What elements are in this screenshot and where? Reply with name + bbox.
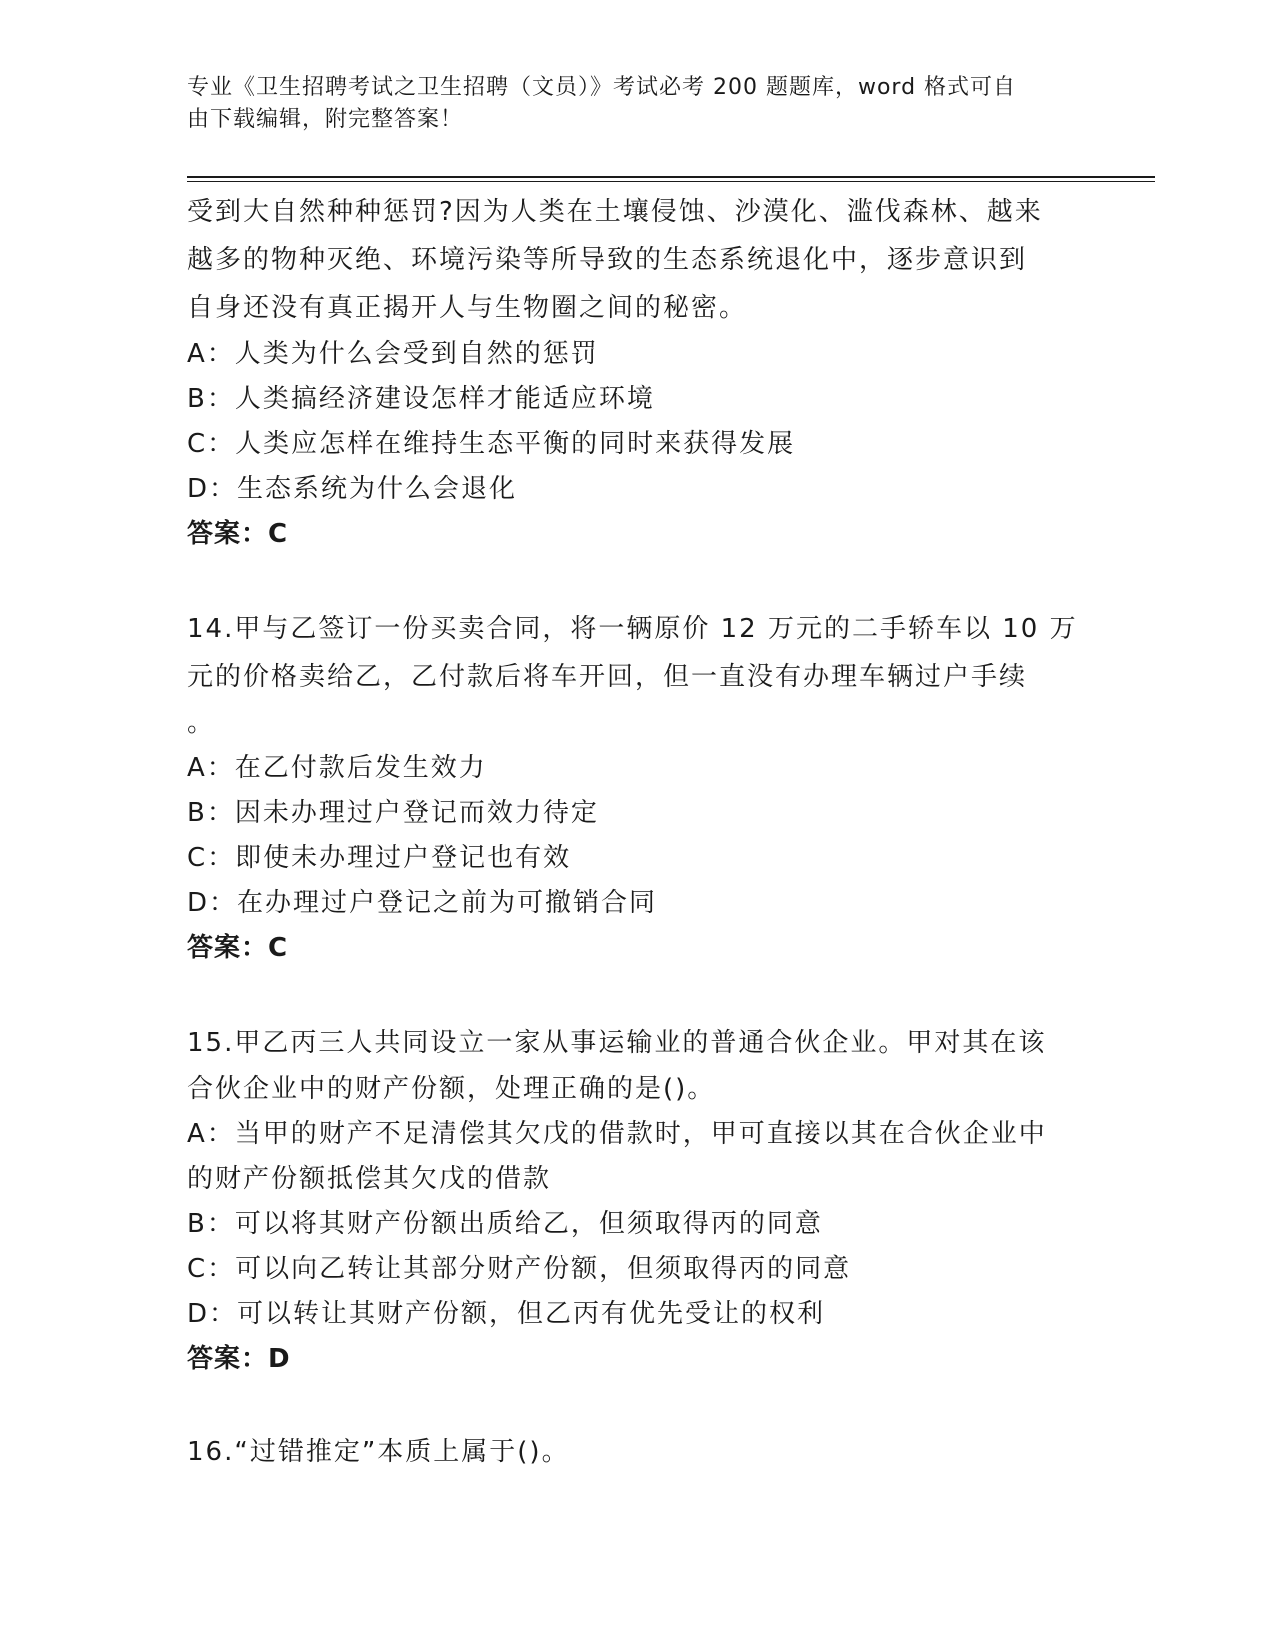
question-text-line: 自身还没有真正揭开人与生物圈之间的秘密。 — [187, 293, 748, 323]
option-d: D：生态系统为什么会退化 — [187, 474, 518, 504]
header-divider-thick — [187, 176, 1155, 178]
question-text-line: 元的价格卖给乙，乙付款后将车开回，但一直没有办理车辆过户手续 — [187, 662, 1028, 692]
document-header — [187, 72, 1067, 136]
option-a: A：在乙付款后发生效力 — [187, 753, 487, 783]
question-list — [187, 188, 1078, 1475]
spacer — [187, 1382, 1067, 1430]
question-text-line: 。 — [187, 708, 216, 738]
question-text-line: 15.甲乙丙三人共同设立一家从事运输业的普通合伙企业。甲对其在该 — [187, 1028, 1047, 1058]
spacer — [187, 557, 1067, 605]
question-text-line: 16.“过错推定”本质上属于()。 — [187, 1437, 570, 1467]
question-13 — [187, 188, 1067, 557]
option-a: A：当甲的财产不足清偿其欠戊的借款时，甲可直接以其在合伙企业中 — [187, 1119, 1047, 1149]
answer-label: 答案：C — [187, 933, 289, 963]
header-divider-thin — [187, 181, 1155, 182]
option-c: C：人类应怎样在维持生态平衡的同时来获得发展 — [187, 429, 796, 459]
option-c: C：可以向乙转让其部分财产份额，但须取得丙的同意 — [187, 1254, 852, 1284]
question-text-line: 越多的物种灭绝、环境污染等所导致的生态系统退化中，逐步意识到 — [187, 245, 1028, 275]
option-a-continued: 的财产份额抵偿其欠戊的借款 — [187, 1164, 552, 1194]
question-16 — [187, 1430, 1067, 1475]
question-text-line: 受到大自然种种惩罚?因为人类在土壤侵蚀、沙漠化、滥伐森林、越来 — [187, 197, 1043, 227]
option-d: D：在办理过户登记之前为可撤销合同 — [187, 888, 658, 918]
option-b: B：可以将其财产份额出质给乙，但须取得丙的同意 — [187, 1209, 823, 1239]
question-15 — [187, 1019, 1067, 1382]
question-14 — [187, 605, 1078, 971]
option-b: B：因未办理过户登记而效力待定 — [187, 798, 599, 828]
header-line-1: 专业《卫生招聘考试之卫生招聘（文员）》考试必考 200 题题库，word 格式可自 — [187, 75, 1017, 100]
spacer — [187, 971, 1067, 1019]
question-text-line: 14.甲与乙签订一份买卖合同，将一辆原价 12 万元的二手轿车以 10 万 — [187, 614, 1078, 644]
option-b: B：人类搞经济建设怎样才能适应环境 — [187, 384, 655, 414]
question-text-line: 合伙企业中的财产份额，处理正确的是()。 — [187, 1074, 716, 1104]
option-d: D：可以转让其财产份额，但乙丙有优先受让的权利 — [187, 1299, 826, 1329]
answer-label: 答案：D — [187, 1344, 291, 1374]
header-line-2: 由下载编辑，附完整答案！ — [187, 107, 464, 132]
option-a: A：人类为什么会受到自然的惩罚 — [187, 339, 599, 369]
answer-label: 答案：C — [187, 519, 289, 549]
option-c: C：即使未办理过户登记也有效 — [187, 843, 572, 873]
